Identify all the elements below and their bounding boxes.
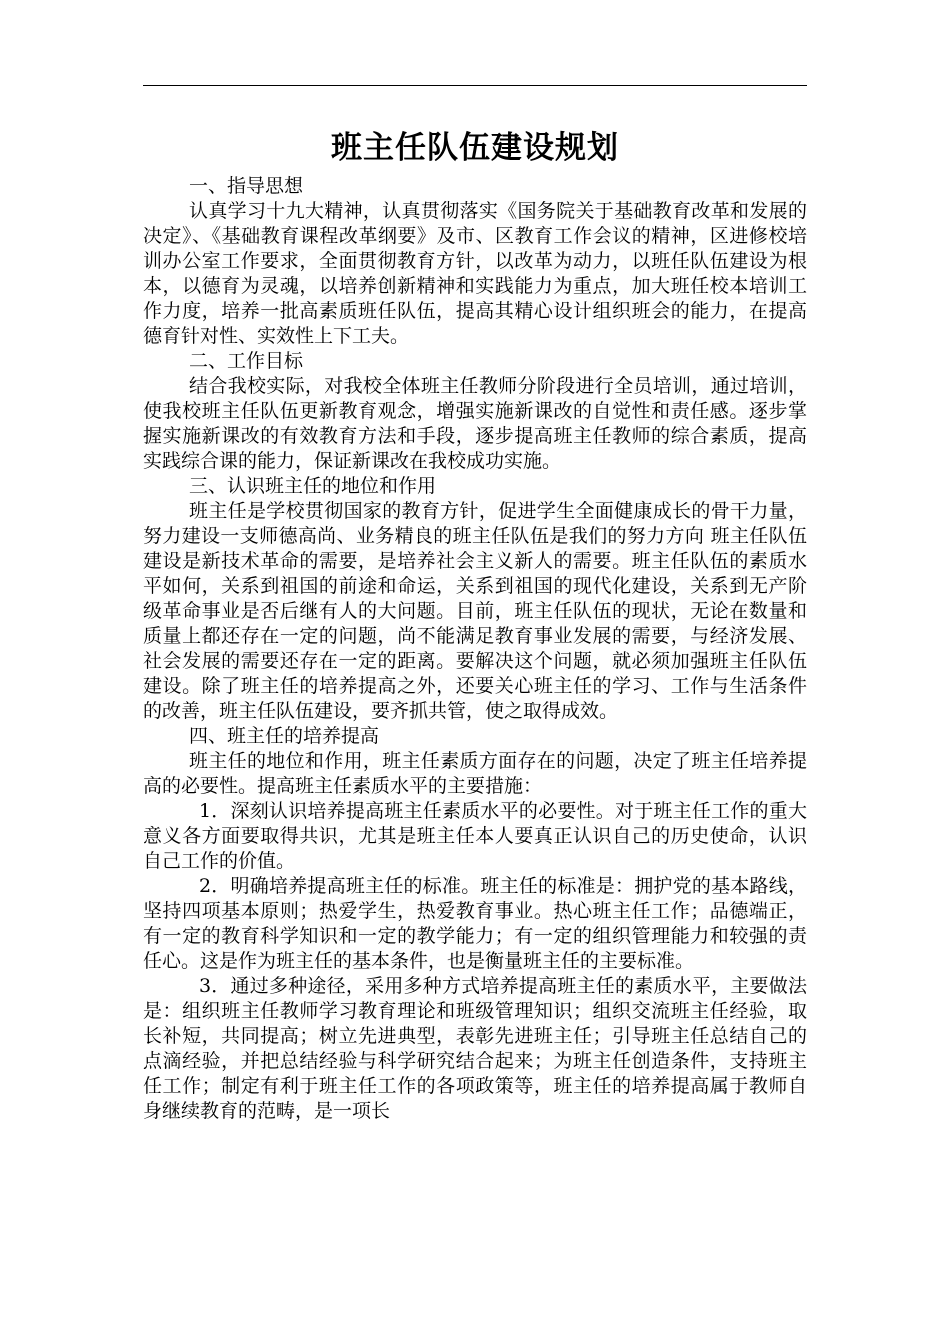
list-item: 1．深刻认识培养提高班主任素质水平的必要性。对于班主任工作的重大意义各方面要取得共识，尤其是班主任本人要真正认识自己的历史使命，认识自己工作的价值。 <box>143 800 807 872</box>
list-item: 2．明确培养提高班主任的标准。班主任的标准是：拥护党的基本路线，坚持四项基本原则；热爱学生，热爱教育事业。热心班主任工作；品德端正，有一定的教育科学知识和一定的教学能力；有一定的组织管理能力和较强的责任心。这是作为班主任的基本条件，也是衡量班主任的主要标准。 <box>143 875 807 972</box>
section-heading-work-goals: 二、工作目标 <box>189 350 304 372</box>
section-heading-guiding-ideology: 一、指导思想 <box>189 175 304 197</box>
document-title: 班主任队伍建设规划 <box>331 130 619 166</box>
section-heading-training: 四、班主任的培养提高 <box>189 725 380 747</box>
paragraph: 班主任的地位和作用，班主任素质方面存在的问题，决定了班主任培养提高的必要性。提高班主任素质水平的主要措施： <box>143 750 807 797</box>
paragraph: 班主任是学校贯彻国家的教育方针，促进学生全面健康成长的骨干力量，努力建设一支师德高尚、业务精良的班主任队伍是我们的努力方向 班主任队伍建设是新技术革命的需要，是培养社会主义新人的需要。班主任队伍的素质水平如何，关系到祖国的前途和命运，关系到祖国的现代化建设，关系到无产阶级革命事业是否后继有人的大问题。目前，班主任队伍的现状，无论在数量和质量上都还存在一定的问题，尚不能满足教育事业发展的需要，与经济发展、社会发展的需要还存在一定的距离。要解决这个问题，就必须加强班主任队伍建设。除了班主任的培养提高之外，还要关心班主任的学习、工作与生活条件的改善，班主任队伍建设，要齐抓共管，使之取得成效。 <box>143 500 807 722</box>
section-heading-role-of-head-teacher: 三、认识班主任的地位和作用 <box>189 475 437 497</box>
paragraph: 认真学习十九大精神，认真贯彻落实《国务院关于基础教育改革和发展的决定》、《基础教育课程改革纲要》及市、区教育工作会议的精神，区进修校培训办公室工作要求，全面贯彻教育方针，以改革为动力，以班任队伍建设为根本，以德育为灵魂，以培养创新精神和实践能力为重点，加大班任校本培训工作力度，培养一批高素质班任队伍，提高其精心设计组织班会的能力，在提高德育针对性、实效性上下工夫。 <box>143 200 807 347</box>
list-item: 3．通过多种途径，采用多种方式培养提高班主任的素质水平，主要做法是：组织班主任教师学习教育理论和班级管理知识；组织交流班主任经验，取长补短，共同提高；树立先进典型，表彰先进班主任；引导班主任总结自己的点滴经验，并把总结经验与科学研究结合起来；为班主任创造条件，支持班主任工作；制定有利于班主任工作的各项政策等，班主任的培养提高属于教师自身继续教育的范畴，是一项长 <box>143 975 807 1122</box>
paragraph: 结合我校实际，对我校全体班主任教师分阶段进行全员培训，通过培训，使我校班主任队伍更新教育观念，增强实施新课改的自觉性和责任感。逐步掌握实施新课改的有效教育方法和手段，逐步提高班主任教师的综合素质，提高实践综合课的能力，保证新课改在我校成功实施。 <box>143 375 807 472</box>
header-rule <box>143 85 807 86</box>
document-body <box>143 122 807 1124</box>
